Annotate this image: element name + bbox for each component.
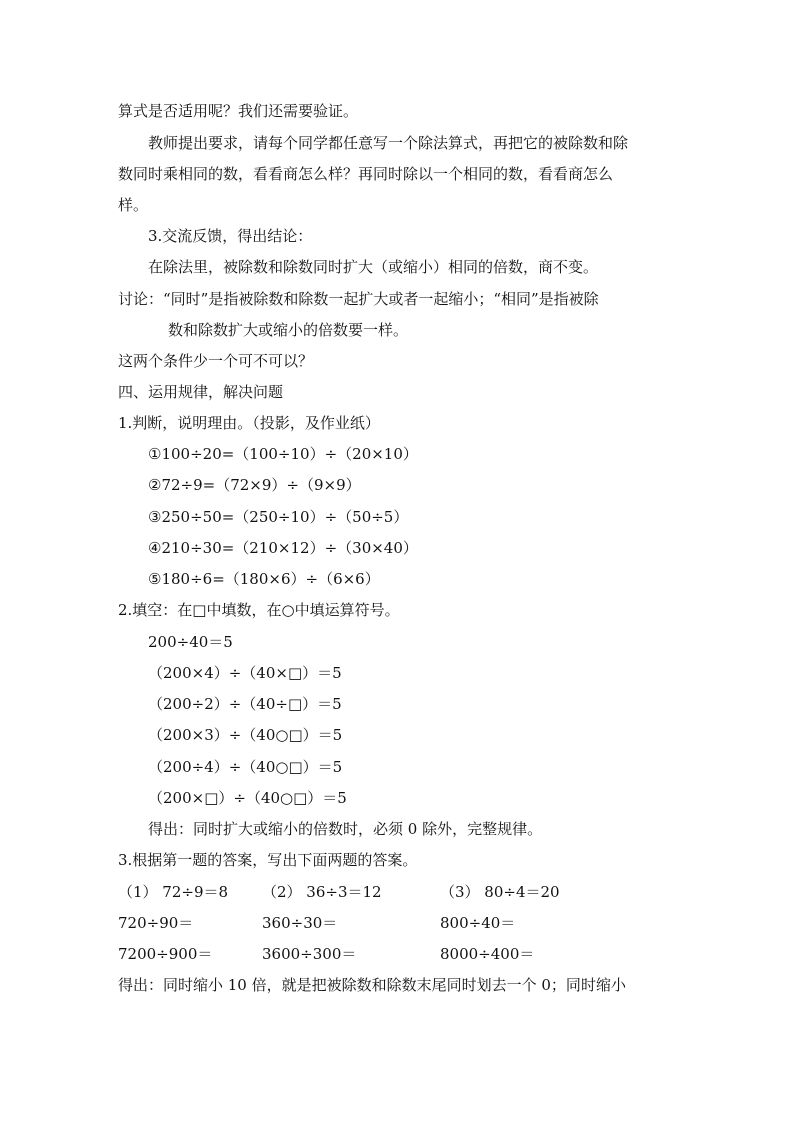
fill-item: （200÷4）÷（40○□）＝5 xyxy=(148,758,343,776)
judge-item: ③250÷50=（250÷10）÷（50÷5） xyxy=(148,508,409,526)
answer-cell: 720÷90＝ xyxy=(118,914,194,932)
answer-cell: 3600÷300＝ xyxy=(262,945,357,963)
discussion-line: 讨论：“同时”是指被除数和除数一起扩大或者一起缩小；“相同”是指被除 xyxy=(118,290,599,308)
paragraph-line: 算式是否适用呢？我们还需要验证。 xyxy=(118,102,359,120)
conclusion-text: 在除法里，被除数和除数同时扩大（或缩小）相同的倍数，商不变。 xyxy=(148,258,599,276)
answer-header: （3） 80÷4＝20 xyxy=(440,883,560,901)
paragraph-line: 数同时乘相同的数，看看商怎么样？再同时除以一个相同的数，看看商怎么 xyxy=(118,165,614,183)
fill-item: （200×3）÷（40○□）＝5 xyxy=(148,726,343,744)
judge-item: ①100÷20=（100÷10）÷（20×10） xyxy=(148,445,418,463)
judge-item: ④210÷30=（210×12）÷（30×40） xyxy=(148,539,418,557)
paragraph-line: 教师提出要求，请每个同学都任意写一个除法算式，再把它的被除数和除 xyxy=(148,134,629,152)
answer-header: （1） 72÷9＝8 xyxy=(118,883,229,901)
answer-header: （2） 36÷3＝12 xyxy=(262,883,382,901)
exercise-heading: 2.填空：在□中填数，在○中填运算符号。 xyxy=(118,601,400,619)
fill-item: （200×4）÷（40×□）＝5 xyxy=(148,664,342,682)
answer-cell: 360÷30＝ xyxy=(262,914,338,932)
judge-item: ⑤180÷6=（180×6）÷（6×6） xyxy=(148,570,380,588)
conclusion-text: 得出：同时扩大或缩小的倍数时，必须 0 除外，完整规律。 xyxy=(148,820,543,838)
paragraph-line: 样。 xyxy=(118,196,149,214)
answer-cell: 7200÷900＝ xyxy=(118,945,213,963)
answer-cell: 8000÷400＝ xyxy=(440,945,535,963)
exercise-heading: 1.判断，说明理由。（投影，及作业纸） xyxy=(118,414,380,432)
question-text: 这两个条件少一个可不可以？ xyxy=(118,352,314,370)
answer-cell: 800÷40＝ xyxy=(440,914,516,932)
subheading: 3.交流反馈，得出结论： xyxy=(148,227,313,245)
discussion-line: 数和除数扩大或缩小的倍数要一样。 xyxy=(168,321,409,339)
fill-item: （200×□）÷（40○□）＝5 xyxy=(148,789,347,807)
fill-item: 200÷40＝5 xyxy=(148,633,233,651)
judge-item: ②72÷9=（72×9）÷（9×9） xyxy=(148,476,361,494)
fill-item: （200÷2）÷（40÷□）＝5 xyxy=(148,695,342,713)
section-heading: 四、运用规律，解决问题 xyxy=(118,383,284,401)
final-conclusion: 得出：同时缩小 10 倍，就是把被除数和除数末尾同时划去一个 0；同时缩小 xyxy=(118,976,626,994)
exercise-heading: 3.根据第一题的答案，写出下面两题的答案。 xyxy=(118,851,418,869)
